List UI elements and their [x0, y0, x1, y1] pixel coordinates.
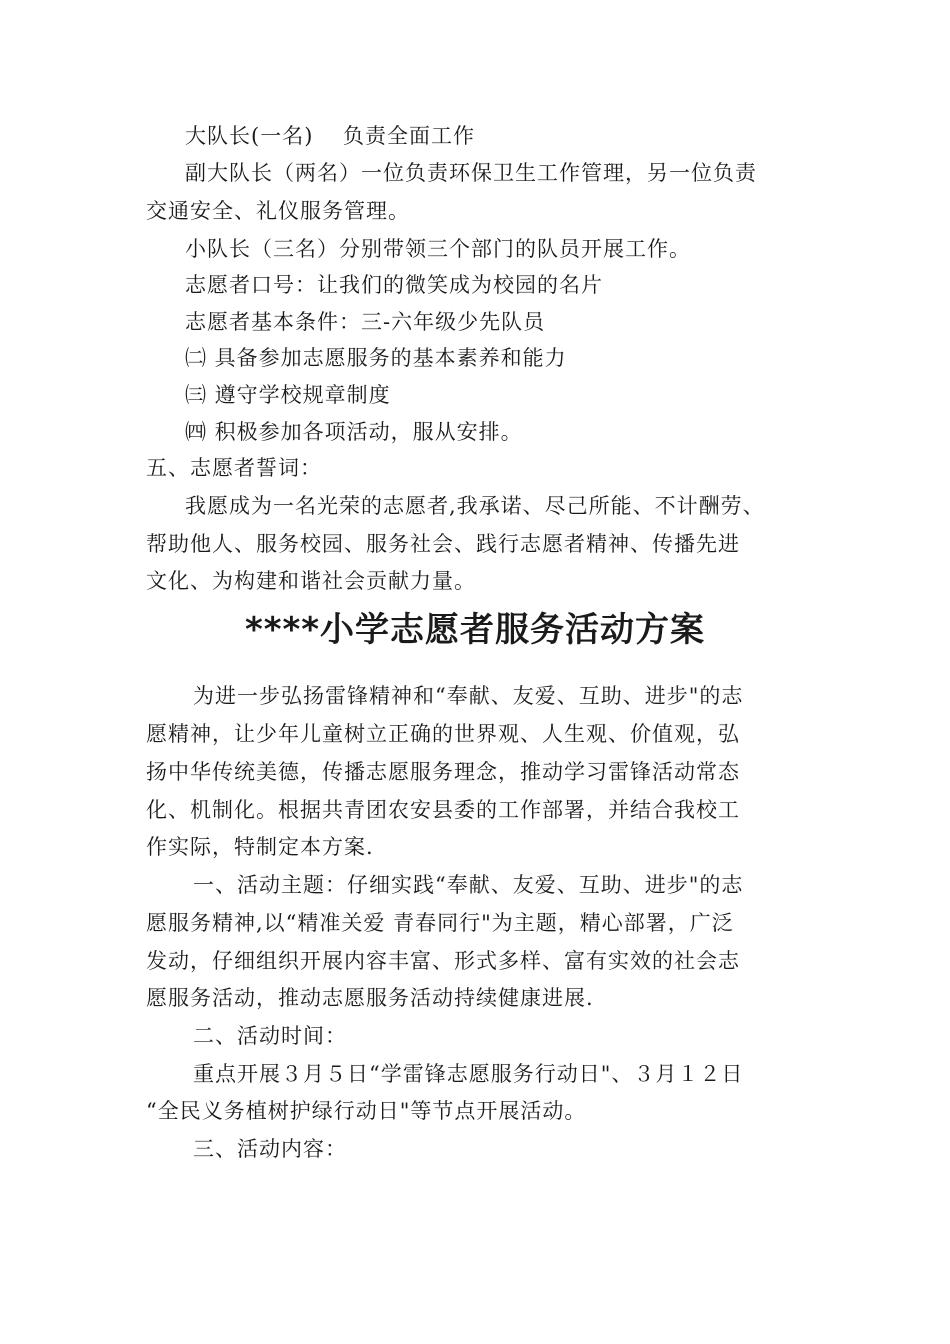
text-line: 副大队长（两名）一位负责环保卫生工作管理，另一位负责: [185, 161, 757, 185]
list-item: ㈢ 遵守学校规章制度: [185, 383, 391, 407]
text-line: 发动，仔细组织开展内容丰富、形式多样、富有实效的社会志: [146, 949, 740, 973]
text-line: 一、活动主题：仔细实践“奉献、友爱、互助、进步"的志: [193, 873, 744, 897]
text-line: 为进一步弘扬雷锋精神和“奉献、友爱、互助、进步"的志: [193, 684, 744, 708]
list-item: ㈣ 积极参加各项活动，服从安排。: [185, 420, 523, 444]
text-line: 志愿者基本条件：三-六年级少先队员: [185, 310, 546, 334]
text-line: 愿精神，让少年儿童树立正确的世界观、人生观、价值观，弘: [146, 722, 740, 746]
section-heading: 三、活动内容：: [193, 1137, 347, 1161]
text-line: 我愿成为一名光荣的志愿者,我承诺、尽己所能、不计酬劳、: [185, 494, 765, 518]
section-heading: 二、活动时间：: [193, 1024, 347, 1048]
text-line: 文化、为构建和谐社会贡献力量。: [146, 569, 476, 593]
text-line: 志愿者口号：让我们的微笑成为校园的名片: [185, 273, 603, 297]
page-title: ****小学志愿者服务活动方案: [244, 610, 706, 650]
section-heading: 五、志愿者誓词：: [146, 456, 322, 480]
text-line: “全民义务植树护绿行动日"等节点开展活动。: [146, 1099, 587, 1123]
text-line: 小队长（三名）分别带领三个部门的队员开展工作。: [185, 237, 691, 261]
text-line: 帮助他人、服务校园、服务社会、践行志愿者精神、传播先进: [146, 532, 740, 556]
text-line: 作实际，特制定本方案.: [146, 835, 374, 859]
text-line: 重点开展３月５日“学雷锋志愿服务行动日"、３月１２日: [193, 1062, 744, 1086]
text-line: 化、机制化。根据共青团农安县委的工作部署，并结合我校工: [146, 798, 740, 822]
list-item: ㈡ 具备参加志愿服务的基本素养和能力: [185, 346, 567, 370]
text-line: 扬中华传统美德，传播志愿服务理念，推动学习雷锋活动常态: [146, 760, 740, 784]
text-line: 大队长(一名) 负责全面工作: [185, 124, 476, 148]
text-line: 愿服务活动，推动志愿服务活动持续健康进展.: [146, 986, 594, 1010]
text-line: 愿服务精神,以“精准关爱 青春同行"为主题，精心部署，广泛: [146, 911, 734, 935]
text-line: 交通安全、礼仪服务管理。: [146, 199, 410, 223]
